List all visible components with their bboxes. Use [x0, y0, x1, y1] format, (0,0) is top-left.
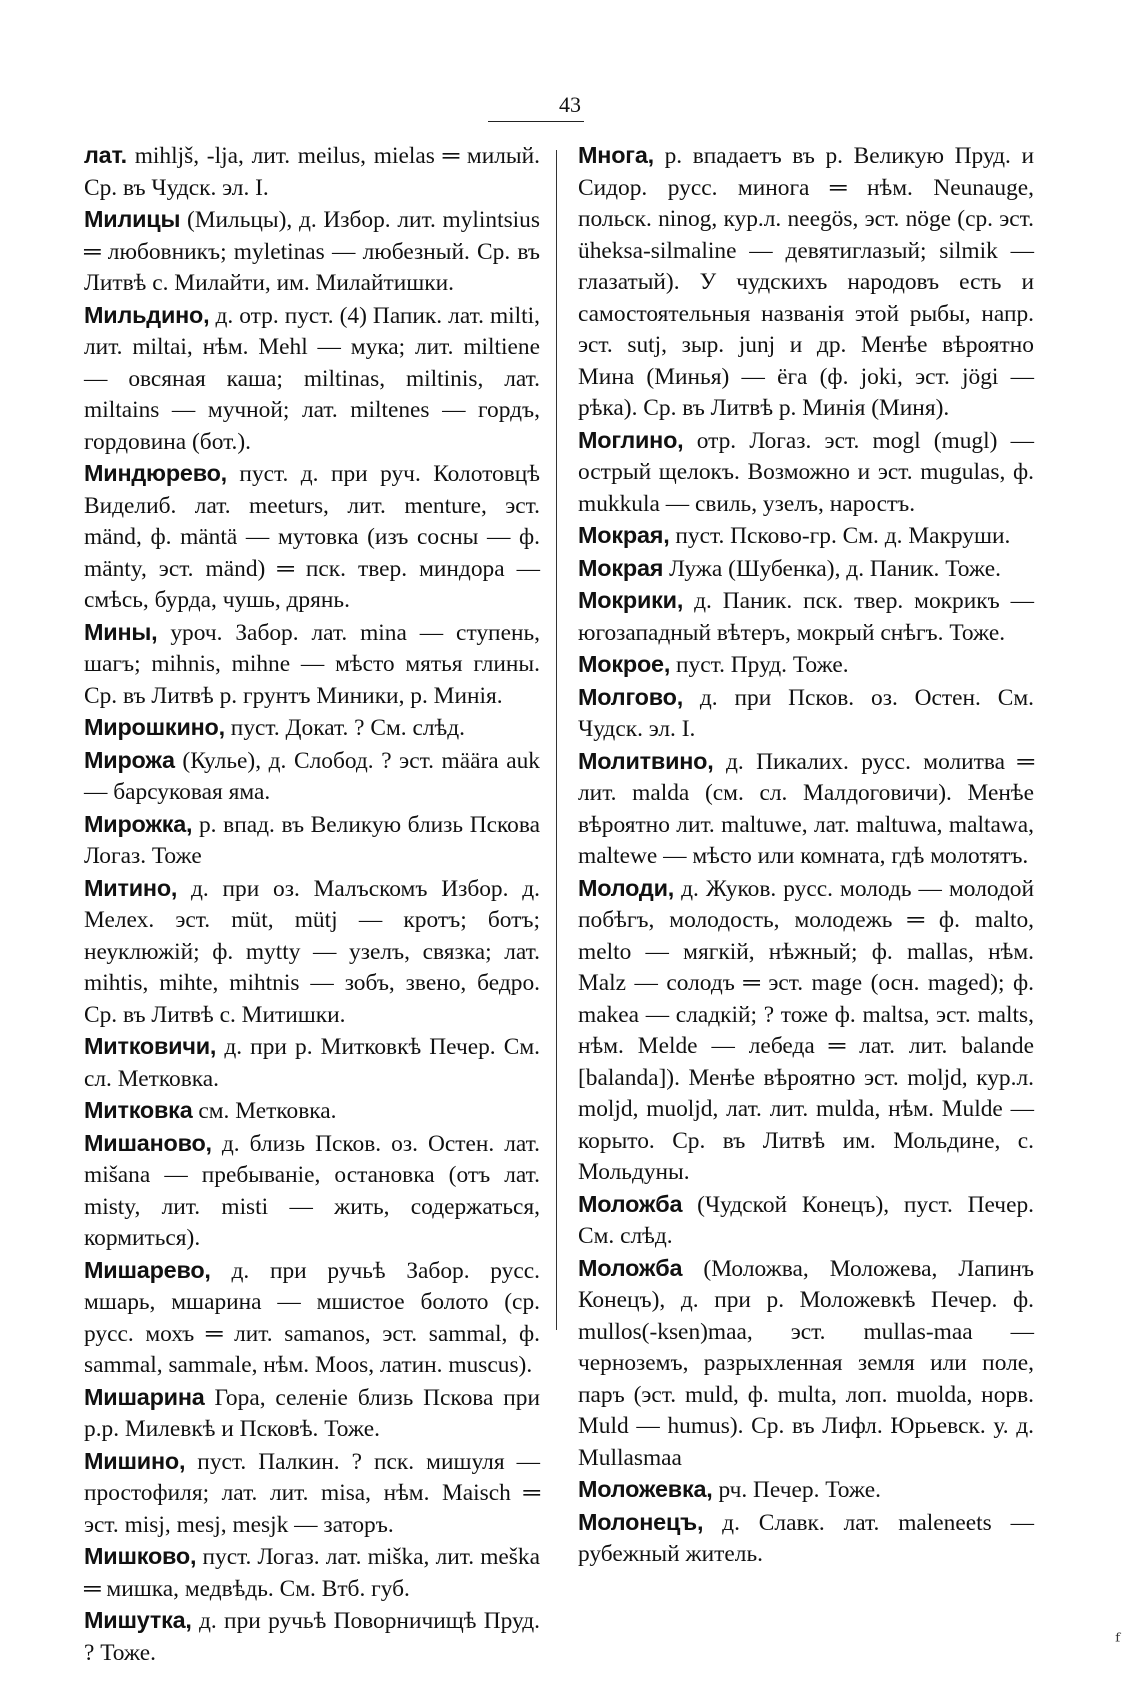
entry-text: (Чудской Конецъ), пуст. Печер. См. слѣд.: [578, 1191, 1034, 1249]
entry-text: уроч. Забор. лат. mina — ступень, шагъ; mihnis, mihne — мѣсто мятья глины. Ср. въ Литвѣ р. грунтъ Миники, р. Минія.: [84, 619, 540, 709]
dictionary-entry: [84, 300, 540, 459]
entry-headword: Мокрая: [578, 554, 664, 581]
entry-text: д. отр. пуст. (4) Папик. лат. milti, лит. miltai, нѣм. Mehl — мука; лит. miltiene — овсяная каша; miltinas, miltinis, лат. miltains — мучной; лат. miltenes — гордъ, гордовина (бот.).: [84, 302, 540, 455]
entry-text: д. Паник. пск. твер. мокрикъ — югозападный вѣтеръ, мокрый снѣгъ. Тоже.: [578, 588, 1034, 646]
entry-headword: Моложба: [578, 1190, 683, 1217]
dictionary-entry: [578, 649, 1034, 682]
entry-text: д. при ручьѣ Поворничищѣ Пруд. ? Тоже.: [84, 1608, 540, 1666]
entry-headword: Мишарина: [84, 1383, 205, 1410]
dictionary-entry: [84, 204, 540, 300]
entry-text: пуст. Псково-гр. См. д. Макруши.: [675, 523, 1011, 549]
entry-text: см. Метковка.: [198, 1098, 337, 1124]
dictionary-entry: [84, 1446, 540, 1542]
corner-mark: ᶠ: [1115, 1630, 1120, 1655]
entry-text: д. Славк. лат. maleneets — рубежный житель.: [578, 1509, 1034, 1567]
dictionary-entry: [84, 809, 540, 873]
dictionary-entry: [578, 585, 1034, 649]
dictionary-entry: [84, 140, 540, 204]
entry-text: (Моложва, Моложева, Лапинъ Конецъ), д. при р. Моложевкѣ Печер. ф. mullos(-ksen)maa, эст. mullas-maa — черноземъ, разрыхленная земля или поле, паръ (эст. muld, ф. multa, лоп. muolda, норв. Muld — humus). Ср. въ Лифл. Юрьевск. у. д. Mullasmaa: [578, 1255, 1034, 1471]
entry-text: р. впадаетъ въ р. Великую Пруд. и Сидор. русс. минога ═ нѣм. Neunauge, польск. ninog, кур.л. neegös, эст. nöge (ср. эст. üheksa-silmaline — девятиглазый; silmik — глазатый). У чудскихъ народовъ есть и самостоятельныя названія этой рыбы, напр. эст. sutj, зыр. junj и др. Менѣе вѣроятно Мина (Минья) — ёга (ф. joki, эст. jögi — рѣка). Ср. въ Литвѣ р. Минія (Миня).: [578, 143, 1034, 421]
dictionary-entry: [84, 873, 540, 1032]
entry-headword: Мокрая,: [578, 522, 670, 548]
dictionary-entry: [578, 520, 1034, 553]
dictionary-entry: [84, 1541, 540, 1605]
entry-text: отр. Логаз. эст. mogl (mugl) — острый щелокъ. Возможно и эст. mugulas, ф. mukkula — свиль, узелъ, наростъ.: [578, 427, 1034, 517]
entry-text: д. Жуков. русс. молодь — молодой побѣгъ, молодость, молодежь ═ ф. malto, melto — мягкій, нѣжный; ф. mallas, нѣм. Malz — солодъ ═ эст. mage (осн. maged); ф. makea — сладкій; ? тоже ф. maltsa, эст. malts, нѣм. Melde — лебеда ═ лат. лит. balande [balanda]). Менѣе вѣроятно эст. moljd, кур.л. moljd, muoljd, лат. лит. mulda, нѣм. Mulde — корыто. Ср. въ Литвѣ им. Мольдине, с. Мольдуны.: [578, 875, 1034, 1185]
entry-headword: Мишково,: [84, 1543, 197, 1569]
dictionary-entry: [84, 1031, 540, 1095]
entry-headword: Мокрое,: [578, 651, 671, 677]
dictionary-entry: [84, 745, 540, 809]
entry-headword: Мирожка,: [84, 810, 193, 837]
entry-text: д. при р. Митковкѣ Печер. См. сл. Метковка.: [84, 1034, 540, 1092]
entry-text: (Мильцы), д. Избор. лит. mylintsius ═ любовникъ; myletinas — любезный. Ср. въ Литвѣ с. Милайти, им. Милайтишки.: [84, 207, 540, 296]
entry-headword: Мирожа: [84, 746, 175, 773]
dictionary-entry: [578, 140, 1034, 425]
entry-headword: Молгово,: [578, 683, 684, 710]
entry-text: д. близь Псков. оз. Остен. лат. mišana — пребываніе, остановка (отъ лат. misty, лит. misti — жить, содержаться, кормиться).: [84, 1130, 540, 1251]
entry-headword: Моглино,: [578, 426, 684, 453]
entry-text: mihljš, -lja, лит. meilus, mielas ═ милый. Ср. въ Чудск. эл. I.: [84, 143, 540, 201]
dictionary-entry: [578, 425, 1034, 521]
dictionary-entry: [84, 458, 540, 617]
entry-headword: Митковичи,: [84, 1033, 217, 1059]
entry-text: д. при ручьѣ Забор. русс. мшарь, мшарина — мшистое болото (ср. русс. мохъ ═ лит. samanos, эст. sammal, ф. sammal, sammale, нѣм. Moos, латин. muscus).: [84, 1257, 540, 1378]
page-number: 43: [559, 92, 581, 117]
dictionary-entry: [84, 1605, 540, 1669]
entry-headword: Мишаново,: [84, 1129, 212, 1156]
dictionary-entry: [578, 1507, 1034, 1571]
entry-text: Гора, селеніе близь Пскова при р.р. Милевкѣ и Псковѣ. Тоже.: [84, 1384, 540, 1442]
entry-headword: Мишутка,: [84, 1607, 192, 1633]
entry-headword: Мильдино,: [84, 301, 210, 328]
entry-headword: лат.: [84, 142, 127, 168]
left-column: [84, 140, 540, 1669]
entry-text: д. при Псков. оз. Остен. См. Чудск. эл. I.: [578, 684, 1035, 742]
dictionary-entry: [578, 873, 1034, 1189]
dictionary-entry: [578, 553, 1034, 586]
dictionary-entry: [578, 1189, 1034, 1253]
page-number-rule: [488, 121, 584, 122]
entry-headword: Мишарево,: [84, 1256, 211, 1283]
entry-headword: Мирошкино,: [84, 714, 225, 740]
entry-text: пуст. Пруд. Тоже.: [676, 652, 849, 678]
dictionary-entry: [578, 682, 1034, 746]
entry-headword: Молитвино,: [578, 747, 714, 774]
dictionary-entry: [84, 712, 540, 745]
entry-text: пуст. Палкин. ? пск. мишуля — простофиля; лат. лит. misa, нѣм. Maisch ═ эст. misj, mesj, mesjk — заторъ.: [84, 1448, 540, 1538]
entry-headword: Моложба: [578, 1254, 683, 1281]
entry-text: Лужа (Шубенка), д. Паник. Тоже.: [669, 555, 1001, 582]
dictionary-entry: [84, 1382, 540, 1446]
entry-text: (Кулье), д. Слобод. ? эст. määra auk — барсуковая яма.: [84, 747, 540, 805]
entry-text: рч. Печер. Тоже.: [718, 1477, 881, 1503]
dictionary-entry: [578, 1253, 1034, 1475]
entry-text: д. Пикалих. русс. молитва ═ лит. malda (см. сл. Малдоговичи). Менѣе вѣроятно лит. maltuwe, лат. maltuwa, maltawa, maltewe — мѣсто или комната, гдѣ молотятъ.: [578, 748, 1034, 869]
entry-text: д. при оз. Малъскомъ Избор. д. Мелех. эст. müt, mütj — кротъ; ботъ; неуклюжій; ф. mytty — узелъ, связка; лат. mihtis, mihte, mihtnis — зобъ, звено, бедро. Ср. въ Литвѣ с. Митишки.: [84, 875, 540, 1028]
entry-text: пуст. д. при руч. Колотовцѣ Виделиб. лат. meeturs, лит. menture, эст. mänd, ф. mäntä — мутовка (изъ сосны — ф. mänty, эст. mänd) ═ пск. твер. миндора — смѣсь, бурда, чушь, дрянь.: [84, 461, 540, 613]
entry-text: р. впад. въ Великую близь Пскова Логаз. Тоже: [84, 811, 540, 869]
dictionary-entry: [578, 746, 1034, 873]
entry-headword: Молоди,: [578, 874, 675, 901]
dictionary-entry: [84, 617, 540, 713]
entry-headword: Молонецъ,: [578, 1508, 704, 1535]
entry-headword: Моложевка,: [578, 1476, 713, 1502]
column-divider: [556, 150, 557, 1330]
dictionary-entry: [84, 1255, 540, 1382]
entry-headword: Мокрики,: [578, 587, 684, 613]
dictionary-entry: [84, 1095, 540, 1128]
entry-text: пуст. Докат. ? См. слѣд.: [230, 715, 465, 741]
entry-headword: Миндюрево,: [84, 460, 227, 486]
entry-headword: Мины,: [84, 618, 158, 645]
entry-headword: Митино,: [84, 874, 178, 901]
dictionary-entry: [578, 1474, 1034, 1507]
entry-headword: Многа,: [578, 142, 654, 168]
dictionary-entry: [84, 1128, 540, 1255]
entry-headword: Мишино,: [84, 1447, 186, 1474]
right-column: [578, 140, 1034, 1571]
entry-text: пуст. Логаз. лат. miška, лит. meška ═ мишка, медвѣдь. См. Втб. губ.: [84, 1544, 540, 1602]
entry-headword: Милицы: [84, 206, 181, 232]
entry-headword: Митковка: [84, 1097, 193, 1123]
